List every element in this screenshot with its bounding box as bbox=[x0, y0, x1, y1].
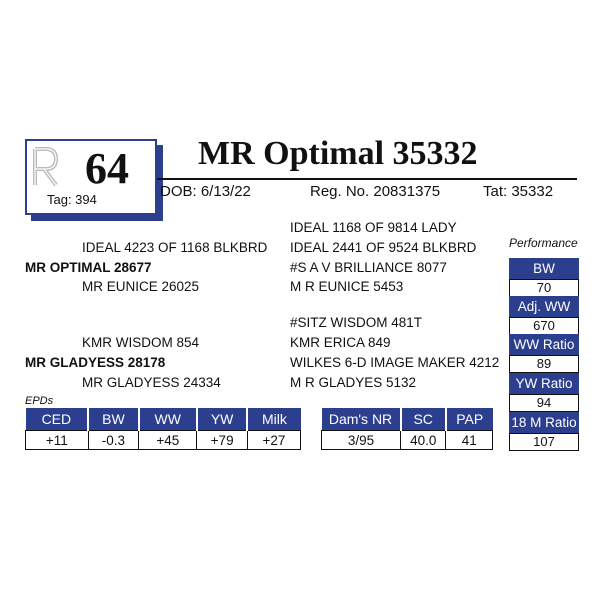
repro-value-row bbox=[322, 431, 493, 450]
performance-label: 18 M Ratio bbox=[509, 412, 579, 433]
repro-table bbox=[321, 408, 493, 450]
sire-dam-sire: #S A V BRILLIANCE 8077 bbox=[290, 260, 447, 275]
performance-label: WW Ratio bbox=[509, 334, 579, 355]
repro-value: 41 bbox=[446, 431, 493, 450]
epds-label: EPDs bbox=[25, 395, 54, 407]
dam-sire-sire: #SITZ WISDOM 481T bbox=[290, 315, 423, 330]
performance-label: YW Ratio bbox=[509, 373, 579, 394]
dam-name: MR GLADYESS 28178 bbox=[25, 355, 166, 370]
repro-header: Dam's NR bbox=[322, 408, 401, 431]
performance-label: BW bbox=[509, 258, 579, 279]
sire-name: MR OPTIMAL 28677 bbox=[25, 260, 152, 275]
epd-header: YW bbox=[197, 408, 247, 431]
repro-value: 40.0 bbox=[401, 431, 446, 450]
performance-value: 89 bbox=[509, 355, 579, 373]
dam-sire: KMR WISDOM 854 bbox=[82, 335, 200, 350]
repro-value: 3/95 bbox=[322, 431, 401, 450]
epd-header: CED bbox=[26, 408, 89, 431]
lot-box bbox=[25, 139, 157, 215]
performance-label: Adj. WW bbox=[509, 296, 579, 317]
performance-value: 94 bbox=[509, 394, 579, 412]
lot-number: 64 bbox=[85, 144, 129, 193]
dam-dam-dam: M R GLADYES 5132 bbox=[290, 375, 417, 390]
performance-18m-ratio bbox=[509, 412, 579, 451]
epd-header: Milk bbox=[247, 408, 300, 431]
performance-yw-ratio bbox=[509, 373, 579, 412]
performance-adj-ww bbox=[509, 296, 579, 335]
dam-dam: MR GLADYESS 24334 bbox=[82, 375, 221, 390]
dam-dam-sire: WILKES 6-D IMAGE MAKER 4212 bbox=[290, 355, 500, 370]
performance-value: 670 bbox=[509, 317, 579, 335]
epd-header: BW bbox=[88, 408, 138, 431]
dob-text: DOB: 6/13/22 bbox=[160, 183, 251, 200]
epd-value: +27 bbox=[247, 431, 300, 450]
performance-title: Performance bbox=[509, 236, 578, 250]
performance-ww-ratio bbox=[509, 334, 579, 373]
repro-header-row bbox=[322, 408, 493, 431]
epd-header-row bbox=[26, 408, 301, 431]
title-rule bbox=[157, 178, 577, 180]
performance-value: 70 bbox=[509, 279, 579, 297]
reg-number: Reg. No. 20831375 bbox=[310, 183, 441, 200]
tattoo-text: Tat: 35332 bbox=[483, 183, 554, 200]
sire-dam-dam: M R EUNICE 5453 bbox=[290, 279, 404, 294]
performance-bw bbox=[509, 258, 579, 297]
epd-value-row bbox=[26, 431, 301, 450]
performance-value: 107 bbox=[509, 433, 579, 451]
repro-header: PAP bbox=[446, 408, 493, 431]
tag-number: Tag: 394 bbox=[47, 192, 97, 207]
epd-value: +79 bbox=[197, 431, 247, 450]
sire-sire: IDEAL 4223 OF 1168 BLKBRD bbox=[82, 240, 268, 255]
epd-value: -0.3 bbox=[88, 431, 138, 450]
epd-table bbox=[25, 408, 301, 450]
sire-sire-sire: IDEAL 1168 OF 9814 LADY bbox=[290, 220, 457, 235]
animal-name: MR Optimal 35332 bbox=[198, 135, 478, 172]
r-logo-icon bbox=[31, 145, 59, 189]
sire-sire-dam: IDEAL 2441 OF 9524 BLKBRD bbox=[290, 240, 477, 255]
epd-header: WW bbox=[139, 408, 197, 431]
epd-value: +45 bbox=[139, 431, 197, 450]
epd-value: +11 bbox=[26, 431, 89, 450]
repro-header: SC bbox=[401, 408, 446, 431]
sire-dam: MR EUNICE 26025 bbox=[82, 279, 200, 294]
dam-sire-dam: KMR ERICA 849 bbox=[290, 335, 391, 350]
